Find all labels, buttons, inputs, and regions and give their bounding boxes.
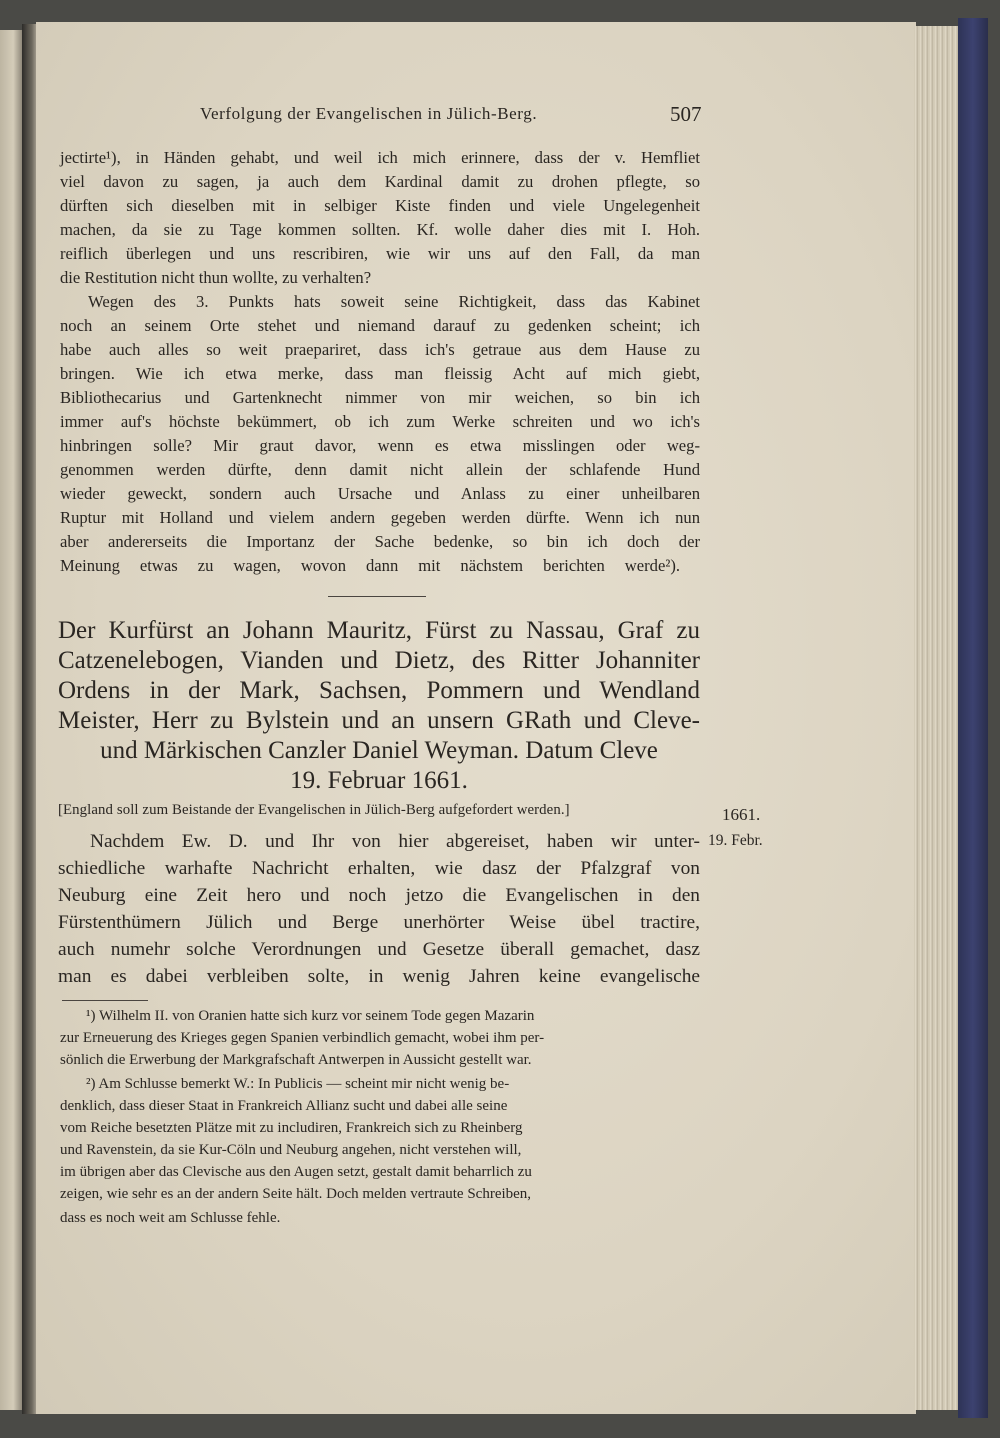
body-line: habe auch alles so weit praepariret, dass ich's getraue aus dem Hause zu	[60, 340, 700, 359]
margin-note-year: 1661.	[722, 805, 761, 824]
footnote-line: ¹) Wilhelm II. von Oranien hatte sich kurz vor seinem Tode gegen Mazarin	[86, 1008, 535, 1024]
letter-line: schiedliche warhafte Nachricht erhalten, wie dasz der Pfalzgraf von	[58, 858, 700, 879]
body-line: die Restitution nicht thun wollte, zu verhalten?	[60, 268, 372, 287]
body-line: dürften sich dieselben mit in selbiger Kiste finden und viele Ungelegenheit	[60, 196, 700, 215]
editorial-summary: [England soll zum Beistande der Evangelischen in Jülich-Berg aufgefordert werden.]	[58, 802, 570, 818]
document-heading-date: 19. Februar 1661.	[290, 767, 468, 794]
footnote-line: ²) Am Schlusse bemerkt W.: In Publicis — scheint mir nicht wenig be-	[86, 1076, 510, 1092]
body-line: bringen. Wie ich etwa merke, dass man fleissig Acht auf mich giebt,	[60, 364, 700, 383]
section-divider	[328, 596, 426, 597]
footnote-rule	[62, 1000, 148, 1001]
document-heading-line: und Märkischen Canzler Daniel Weyman. Datum Cleve	[100, 737, 658, 764]
margin-note-date: 19. Febr.	[708, 832, 763, 849]
footnote-line: denklich, dass dieser Staat in Frankreich Allianz sucht und dabei alle seine	[60, 1098, 508, 1114]
body-line: immer auf's höchste bekümmert, ob ich zum Werke schreiten und wo ich's	[60, 412, 700, 431]
letter-line: man es dabei verbleiben solte, in wenig Jahren keine evangelische	[58, 966, 700, 987]
body-line: hinbringen solle? Mir graut davor, wenn es etwa misslingen oder weg-	[60, 436, 700, 455]
letter-line: Neuburg eine Zeit hero und noch jetzo die Evangelischen in den	[58, 885, 700, 906]
page-number: 507	[670, 102, 702, 126]
body-line: viel davon zu sagen, ja auch dem Kardinal damit zu drohen pflegte, so	[60, 172, 700, 191]
body-line: Meinung etwas zu wagen, wovon dann mit nächstem berichten werde²).	[60, 556, 680, 575]
footnote-line: zeigen, wie sehr es an der andern Seite hält. Doch melden vertraute Schreiben,	[60, 1186, 532, 1202]
previous-page-edge	[0, 30, 22, 1410]
footnote-line: vom Reiche besetzten Plätze mit zu includiren, Frankreich sich zu Rheinberg	[60, 1120, 523, 1136]
body-line: machen, da sie zu Tage kommen sollten. Kf. wolle daher dies mit I. Hoh.	[60, 220, 700, 239]
book-cover-edge	[958, 18, 988, 1418]
document-heading-line: Catzenelebogen, Vianden und Dietz, des Ritter Johanniter	[58, 647, 700, 674]
body-line: wieder geweckt, sondern auch Ursache und Anlass zu einer unheilbaren	[60, 484, 700, 503]
footnote-line: dass es noch weit am Schlusse fehle.	[60, 1210, 281, 1226]
footnote-line: sönlich die Erwerbung der Markgrafschaft Antwerpen in Aussicht gestellt war.	[60, 1052, 532, 1068]
document-heading-line: Ordens in der Mark, Sachsen, Pommern und Wendland	[58, 677, 700, 704]
body-line: aber andererseits die Importanz der Sache bedenke, so bin ich doch der	[60, 532, 700, 551]
footnote-line: zur Erneuerung des Krieges gegen Spanien verbindlich gemacht, wobei ihm per-	[60, 1030, 545, 1046]
footnote-line: und Ravenstein, da sie Kur-Cöln und Neuburg angehen, nicht verstehen will,	[60, 1142, 522, 1158]
body-line: Bibliothecarius und Gartenknecht nimmer von mir weichen, so bin ich	[60, 388, 700, 407]
footnote-line: im übrigen aber das Clevische aus den Augen setzt, gestalt damit beharrlich zu	[60, 1164, 532, 1180]
body-line: jectirte¹), in Händen gehabt, und weil ich mich erinnere, dass der v. Hemfliet	[60, 148, 700, 167]
letter-line: auch numehr solche Verordnungen und Gesetze überall gemachet, dasz	[58, 939, 700, 960]
body-line: reiflich überlegen und uns rescribiren, wie wir uns auf den Fall, da man	[60, 244, 700, 263]
page-block-edges	[914, 26, 960, 1410]
document-heading-line: Meister, Herr zu Bylstein und an unsern GRath und Cleve-	[58, 707, 700, 734]
body-line: Ruptur mit Holland und vielem andern gegeben werden dürfte. Wenn ich nun	[60, 508, 700, 527]
letter-line: Nachdem Ew. D. und Ihr von hier abgereiset, haben wir unter-	[90, 831, 700, 852]
letter-line: Fürstenthümern Jülich und Berge unerhörter Weise übel tractire,	[58, 912, 700, 933]
body-line: noch an seinem Orte stehet und niemand darauf zu gedenken scheint; ich	[60, 316, 700, 335]
running-title: Verfolgung der Evangelischen in Jülich-Berg.	[200, 104, 538, 123]
document-heading-line: Der Kurfürst an Johann Mauritz, Fürst zu Nassau, Graf zu	[58, 617, 700, 644]
body-line: Wegen des 3. Punkts hats soweit seine Richtigkeit, dass das Kabinet	[88, 292, 700, 311]
body-line: genommen werden dürfte, denn damit nicht allein der schlafende Hund	[60, 460, 700, 479]
